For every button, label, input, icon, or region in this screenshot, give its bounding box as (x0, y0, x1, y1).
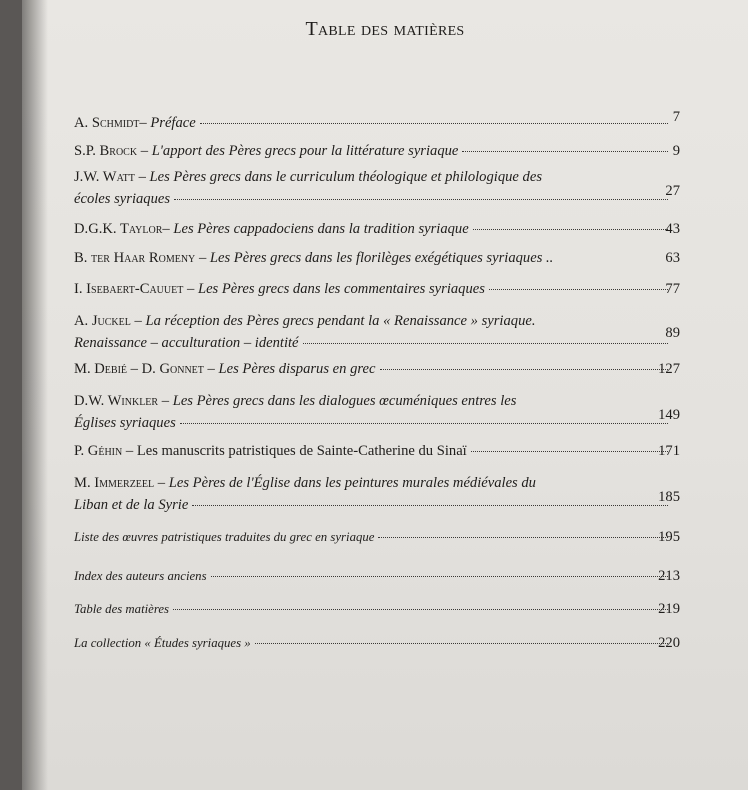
toc-entry-taylor: D.G.K. Taylor – Les Pères cappadociens dans la tradition syriaque 43 (74, 218, 672, 240)
leader-dots (180, 423, 668, 424)
entry-title-line2: Renaissance – acculturation – identité (74, 335, 299, 351)
entry-page: 171 (658, 443, 680, 459)
entry-page: 27 (665, 183, 680, 199)
entry-title-line2: Églises syriaques (74, 415, 176, 431)
leader-dots (173, 609, 668, 610)
leader-dots (200, 123, 668, 124)
toc-entry-gehin: P. Géhin – Les manuscrits patristiques de Sainte-Catherine du Sinaï 171 (74, 440, 672, 462)
toc-entry-table-des-matieres (74, 598, 680, 620)
leader-dots (462, 151, 668, 152)
toc-entry-watt: J.W. Watt – Les Pères grecs dans le curriculum théologique et philologique des écoles syriaques 27 (74, 166, 672, 210)
entry-page: 127 (658, 361, 680, 377)
entry-author: J.W. Watt (74, 169, 135, 185)
entry-page: 77 (665, 281, 680, 297)
entry-author: B. ter Haar Romeny (74, 250, 196, 266)
leader-dots (473, 229, 668, 230)
toc-entry-index (74, 565, 680, 587)
entry-title: Les Pères grecs dans les florilèges exégétiques syriaques .. (209, 250, 554, 266)
entry-title: Liste des œuvres patristiques traduites du grec en syriaque (74, 530, 375, 544)
entry-title-line2: écoles syriaques (74, 191, 171, 207)
entry-title-line1: Les Pères de l'Église dans les peintures murales médiévales du (168, 475, 536, 491)
entry-page: 213 (658, 568, 680, 584)
entry-author: D.W. Winkler (74, 393, 159, 409)
entry-title: Préface (150, 115, 196, 131)
leader-dots (303, 343, 668, 344)
entry-author: D.G.K. Taylor (74, 221, 163, 237)
leader-dots (211, 576, 668, 577)
toc-entry-collection (74, 632, 680, 654)
toc-entry-brock: S.P. Brock – L'apport des Pères grecs pour la littérature syriaque 9 (74, 140, 672, 162)
entry-page: 89 (665, 325, 680, 341)
toc-entry-immerzeel: M. Immerzeel – Les Pères de l'Église dans les peintures murales médiévales du Liban et de la Syrie 185 (74, 472, 672, 516)
entry-title: Table des matières (74, 602, 170, 616)
entry-title-line2: Liban et de la Syrie (74, 497, 189, 513)
entry-page: 7 (672, 109, 680, 125)
page-title: Table des matières (305, 18, 465, 40)
entry-author: A. Schmidt (74, 115, 140, 131)
entry-title: L'apport des Pères grecs pour la littérature syriaque (151, 143, 459, 159)
entry-page: 9 (672, 143, 680, 159)
entry-page: 185 (658, 489, 680, 505)
leader-dots (174, 199, 668, 200)
leader-dots (489, 289, 668, 290)
toc-entry-liste-oeuvres (74, 526, 680, 548)
entry-title: Les Pères cappadociens dans la tradition syriaque (173, 221, 469, 237)
leader-dots (255, 643, 668, 644)
entry-title-line1: La réception des Pères grecs pendant la « Renaissance » syriaque. (145, 313, 536, 329)
entry-page: 195 (658, 529, 680, 545)
entry-author: M. Debié – D. Gonnet (74, 361, 204, 377)
toc-entry-winkler: D.W. Winkler – Les Pères grecs dans les dialogues œcuméniques entres les Églises syriaques 149 (74, 390, 672, 434)
book-page (22, 0, 748, 790)
entry-page: 63 (665, 250, 680, 266)
entry-title: Les Pères grecs dans les commentaires syriaques (197, 281, 485, 297)
entry-title-line1: Les Pères grecs dans les dialogues œcuméniques entres les (172, 393, 517, 409)
toc-entry-isebaert-cauuet: I. Isebaert-Cauuet – Les Pères grecs dans les commentaires syriaques 77 (74, 278, 672, 300)
entry-page: 43 (665, 221, 680, 237)
entry-author: A. Juckel (74, 313, 131, 329)
entry-author: P. Géhin (74, 443, 123, 459)
toc-entry-juckel: A. Juckel – La réception des Pères grecs pendant la « Renaissance » syriaque. Renaissance – acculturation – identité 89 (74, 310, 672, 354)
entry-page: 219 (658, 601, 680, 617)
toc-entry-ter-haar-romeny: B. ter Haar Romeny – Les Pères grecs dans les florilèges exégétiques syriaques .. 63 (74, 247, 672, 269)
entry-author: M. Immerzeel (74, 475, 155, 491)
leader-dots (192, 505, 668, 506)
leader-dots (471, 451, 668, 452)
leader-dots (380, 369, 669, 370)
toc-entry-schmidt: A. Schmidt – Préface 7 (74, 112, 672, 134)
entry-title: Les manuscrits patristiques de Sainte-Catherine du Sinaï (136, 443, 467, 459)
toc-entry-debie-gonnet: M. Debié – D. Gonnet – Les Pères disparus en grec 127 (74, 358, 672, 380)
spine-shadow (22, 0, 48, 790)
entry-title: Index des auteurs anciens (74, 569, 207, 583)
entry-page: 149 (658, 407, 680, 423)
entry-page: 220 (658, 635, 680, 651)
entry-title-line1: Les Pères grecs dans le curriculum théologique et philologique des (149, 169, 542, 185)
entry-title: La collection « Études syriaques » (74, 636, 251, 650)
entry-title: Les Pères disparus en grec (218, 361, 376, 377)
entry-author: S.P. Brock (74, 143, 138, 159)
entry-author: I. Isebaert-Cauuet (74, 281, 184, 297)
leader-dots (378, 537, 668, 538)
